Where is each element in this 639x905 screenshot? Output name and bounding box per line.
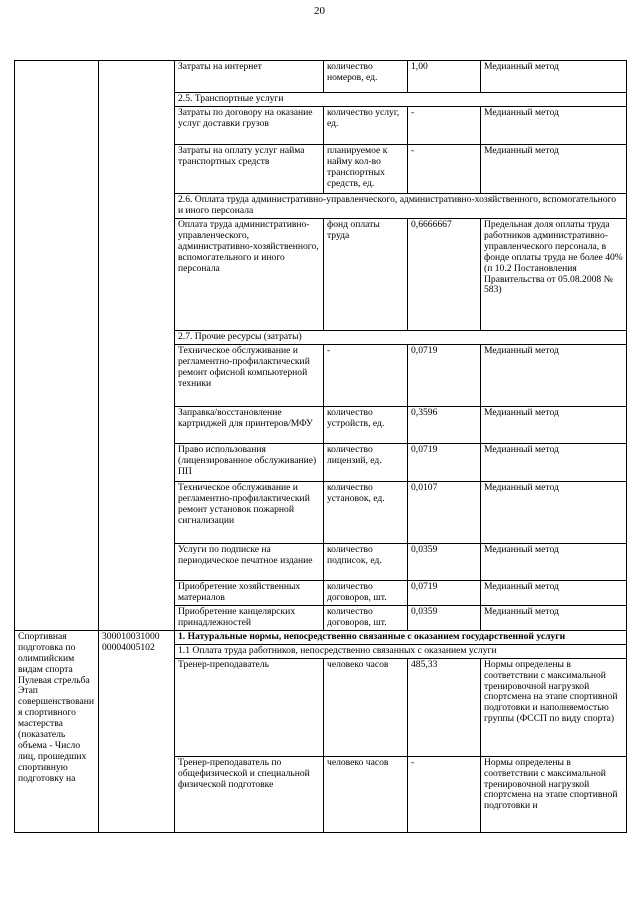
cost-unit: количество договоров, шт. [324,605,408,630]
cost-unit: - [324,344,408,406]
table-row [15,61,627,93]
service-code-cell-empty [99,61,175,631]
cost-unit: планируемое к найму кол-во транспортных средств, ед. [324,144,408,193]
cost-value: 0,0359 [408,605,481,630]
service-subheading: 1.1 Оплата труда работников, непосредственно связанных с оказанием услуги [175,644,627,658]
cost-unit: количество подписок, ед. [324,543,408,580]
section-heading: 2.5. Транспортные услуги [175,93,627,107]
cost-method: Медианный метод [481,580,627,605]
cost-value: - [408,756,481,832]
cost-name: Услуги по подписке на периодическое печатное издание [175,543,324,580]
section-heading: 2.7. Прочие ресурсы (затраты) [175,330,627,344]
cost-unit: человеко часов [324,756,408,832]
cost-method: Медианный метод [481,605,627,630]
cost-unit: количество установок, ед. [324,481,408,543]
cost-name: Право использования (лицензированное обслуживание) ПП [175,443,324,481]
cost-value: 0,0359 [408,543,481,580]
cost-name: Техническое обслуживание и регламентно-профилактический ремонт установок пожарной сигнализации [175,481,324,543]
cost-method: Медианный метод [481,61,627,93]
cost-method: Нормы определены в соответствии с максимальной тренировочной нагрузкой спортсмена на этапе спортивной подготовки и [481,756,627,832]
section-heading: 2.6. Оплата труда административно-управленческого, административно-хозяйственного, вспомогательного и иного персонала [175,193,627,218]
service-name-cell-empty [15,61,99,631]
cost-unit: фонд оплаты труда [324,218,408,330]
cost-unit: количество договоров, шт. [324,580,408,605]
cost-value: 485,33 [408,658,481,756]
cost-value: - [408,144,481,193]
cost-method: Предельная доля оплаты труда работников административно-управленческого персонала, в фонде оплаты труда не более 40% (п 10.2 Постановления Правительства от 05.08.2008 № 583) [481,218,627,330]
cost-unit: количество услуг, ед. [324,106,408,144]
cost-name: Тренер-преподаватель [175,658,324,756]
cost-name: Приобретение хозяйственных материалов [175,580,324,605]
page-number: 20 [314,5,325,17]
service-heading: 1. Натуральные нормы, непосредственно связанные с оказанием государственной услуги [175,630,627,644]
cost-name: Затраты по договору на оказание услуг доставки грузов [175,106,324,144]
cost-method: Медианный метод [481,406,627,443]
cost-method: Медианный метод [481,106,627,144]
cost-unit: количество номеров, ед. [324,61,408,93]
cost-method: Медианный метод [481,443,627,481]
norms-table [14,60,627,833]
cost-method: Медианный метод [481,344,627,406]
cost-value: 1,00 [408,61,481,93]
cost-method: Медианный метод [481,481,627,543]
cost-unit: количество устройств, ед. [324,406,408,443]
service-heading-row [15,630,627,644]
service-code: 300010031000 00004005102 [99,630,175,832]
cost-value: 0,6666667 [408,218,481,330]
cost-value: 0,3596 [408,406,481,443]
cost-method: Медианный метод [481,144,627,193]
cost-value: - [408,106,481,144]
cost-method: Нормы определены в соответствии с максимальной тренировочной нагрузкой спортсмена на этапе спортивной подготовки и наполняемостью группы (ФССП по виду спорта) [481,658,627,756]
cost-unit: количество лицензий, ед. [324,443,408,481]
service-name: Спортивная подготовка по олимпийским видам спорта Пулевая стрельба Этап совершенствования спортивного мастерства (показатель объема - Число лиц, прошедших спортивную подготовку на [15,630,99,832]
cost-name: Приобретение канцелярских принадлежностей [175,605,324,630]
cost-name: Затраты на интернет [175,61,324,93]
cost-value: 0,0719 [408,580,481,605]
cost-name: Техническое обслуживание и регламентно-профилактический ремонт офисной компьютерной техники [175,344,324,406]
cost-value: 0,0719 [408,443,481,481]
cost-value: 0,0719 [408,344,481,406]
cost-name: Оплата труда административно-управленческого, административно-хозяйственного, вспомогательного и иного персонала [175,218,324,330]
cost-name: Затраты на оплату услуг найма транспортных средств [175,144,324,193]
cost-method: Медианный метод [481,543,627,580]
cost-unit: человеко часов [324,658,408,756]
cost-name: Заправка/восстановление картриджей для принтеров/МФУ [175,406,324,443]
cost-name: Тренер-преподаватель по общефизической и специальной физической подготовке [175,756,324,832]
cost-value: 0,0107 [408,481,481,543]
